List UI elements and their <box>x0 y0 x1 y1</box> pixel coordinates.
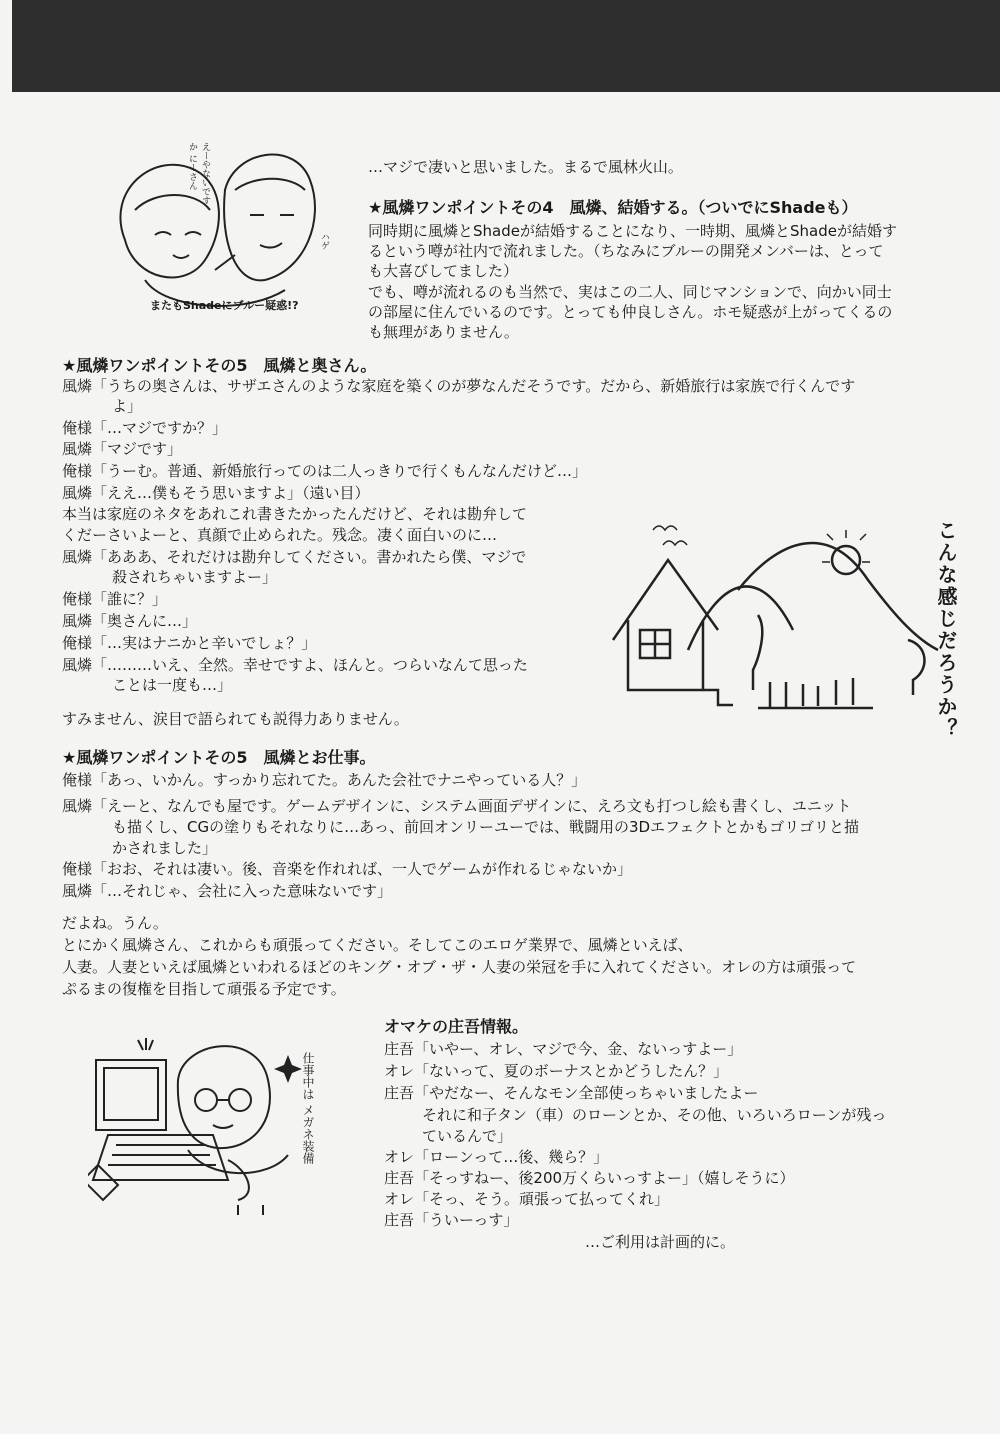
text-line: も描くし、CGの塗りもそれなりに…あっ、前回オンリーユーでは、戦闘用の3Dエフェクトとかもゴリゴリと描 <box>112 818 859 836</box>
speech-bubble-text: えーやないですか にーさん <box>187 142 210 205</box>
side-note: ハゲ <box>319 232 329 250</box>
text-line: オレ「ないって、夏のボーナスとかどうしたん？」 <box>384 1062 729 1080</box>
text-line: 風燐「………いえ、全然。幸せですよ、ほんと。つらいなんて思った <box>62 656 528 674</box>
text-line: 本当は家庭のネタをあれこれ書きたかったんだけど、それは勘弁して <box>62 505 528 523</box>
section4-heading: ★風燐ワンポイントその4 風燐、結婚する。（ついでにShadeも） <box>368 198 858 217</box>
text-line: くだーさいよーと、真顔で止められた。残念。凄く面白いのに… <box>62 526 498 544</box>
text-line: 風燐「奥さんに…」 <box>62 612 198 630</box>
text-line: ているんで」 <box>422 1127 513 1145</box>
text-line: 俺様「あっ、いかん。すっかり忘れてた。あんた会社でナニやっている人？」 <box>62 771 587 789</box>
text-line: 俺様「…マジですか？」 <box>62 419 228 437</box>
text-line: も大喜びしてました） <box>368 262 519 280</box>
section5a-closing: すみません、涙目で語られても説得力ありません。 <box>62 710 409 728</box>
text-line: でも、噂が流れるのも当然で、実はこの二人、同じマンションで、向かい同士 <box>368 283 892 301</box>
text-line: 風燐「ええ…僕もそう思いますよ」（遠い目） <box>62 484 370 502</box>
text-line: 風燐「…それじゃ、会社に入った意味ないです」 <box>62 882 393 900</box>
text-line: だよね。うん。 <box>62 914 168 932</box>
section5a-heading: ★風燐ワンポイントその5 風燐と奥さん。 <box>62 356 377 375</box>
illustration-house-mountains <box>608 520 948 720</box>
text-line: それに和子タン（車）のローンとか、その他、いろいろローンが残っ <box>422 1106 887 1124</box>
text-line: 庄吾「やだなー、そんなモン全部使っちゃいましたよー <box>384 1084 759 1102</box>
text-line: オレ「ローンって…後、幾ら？」 <box>384 1148 609 1166</box>
text-line: 風燐「えーと、なんでも屋です。ゲームデザインに、システム画面デザインに、えろ文も打つし絵も書くし、ユニット <box>62 797 852 815</box>
intro-text: …マジで凄いと思いました。まるで風林火山。 <box>368 158 683 176</box>
text-line: も無理がありません。 <box>368 323 519 341</box>
text-line: とにかく風燐さん、これからも頑張ってください。そしてこのエロゲ業界で、風燐といえば、 <box>62 936 693 954</box>
text-line: かされました」 <box>112 839 218 857</box>
text-line: るという噂が社内で流れました。（ちなみにブルーの開発メンバーは、とって <box>368 242 884 260</box>
text-line: ことは一度も…」 <box>112 676 233 694</box>
omake-heading: オマケの庄吾情報。 <box>384 1017 529 1036</box>
text-line: よ」 <box>112 397 143 415</box>
text-line: ぷるまの復権を目指して頑張る予定です。 <box>62 980 346 998</box>
text-line: 庄吾「そっすねー、後200万くらいっすよー」（嬉しそうに） <box>384 1169 795 1187</box>
header-bar <box>12 0 1000 92</box>
text-line: オレ「そっ、そう。頑張って払ってくれ」 <box>384 1190 670 1208</box>
text-line: 庄吾「いやー、オレ、マジで今、金、ないっすよー」 <box>384 1040 743 1058</box>
text-line: 俺様「誰に？」 <box>62 590 168 608</box>
text-line: 殺されちゃいますよー」 <box>112 568 278 586</box>
vertical-note: 仕事中は メガネ装備 <box>301 1052 315 1164</box>
section5b-heading: ★風燐ワンポイントその5 風燐とお仕事。 <box>62 748 376 767</box>
text-line: 風燐「あああ、それだけは勘弁してください。書かれたら僕、マジで <box>62 548 527 566</box>
text-line: 俺様「うーむ。普通、新婚旅行ってのは二人っきりで行くもんなんだけど…」 <box>62 462 588 480</box>
text-line: 風燐「マジです」 <box>62 440 183 458</box>
omake-closing: …ご利用は計画的に。 <box>585 1233 736 1251</box>
illustration-caption: またもShadeにブルー疑惑!? <box>150 299 299 312</box>
text-line: 風燐「うちの奥さんは、サザエさんのような家庭を築くのが夢なんだそうです。だから、新婚旅行は家族で行くんです <box>62 377 856 395</box>
vertical-caption: こんな感じだろうか？ <box>934 520 958 740</box>
text-line: 同時期に風燐とShadeが結婚することになり、一時期、風燐とShadeが結婚す <box>368 222 897 240</box>
text-line: 俺様「…実はナニかと辛いでしょ？」 <box>62 634 317 652</box>
text-line: 俺様「おお、それは凄い。後、音楽を作れれば、一人でゲームが作れるじゃないか」 <box>62 860 633 878</box>
text-line: の部屋に住んでいるのです。とっても仲良しさん。ホモ疑惑が上がってくるの <box>368 303 893 321</box>
text-line: 人妻。人妻といえば風燐といわれるほどのキング・オブ・ザ・人妻の栄冠を手に入れてください。オレの方は頑張って <box>62 958 857 976</box>
text-line: 庄吾「ういーっす」 <box>384 1211 519 1229</box>
